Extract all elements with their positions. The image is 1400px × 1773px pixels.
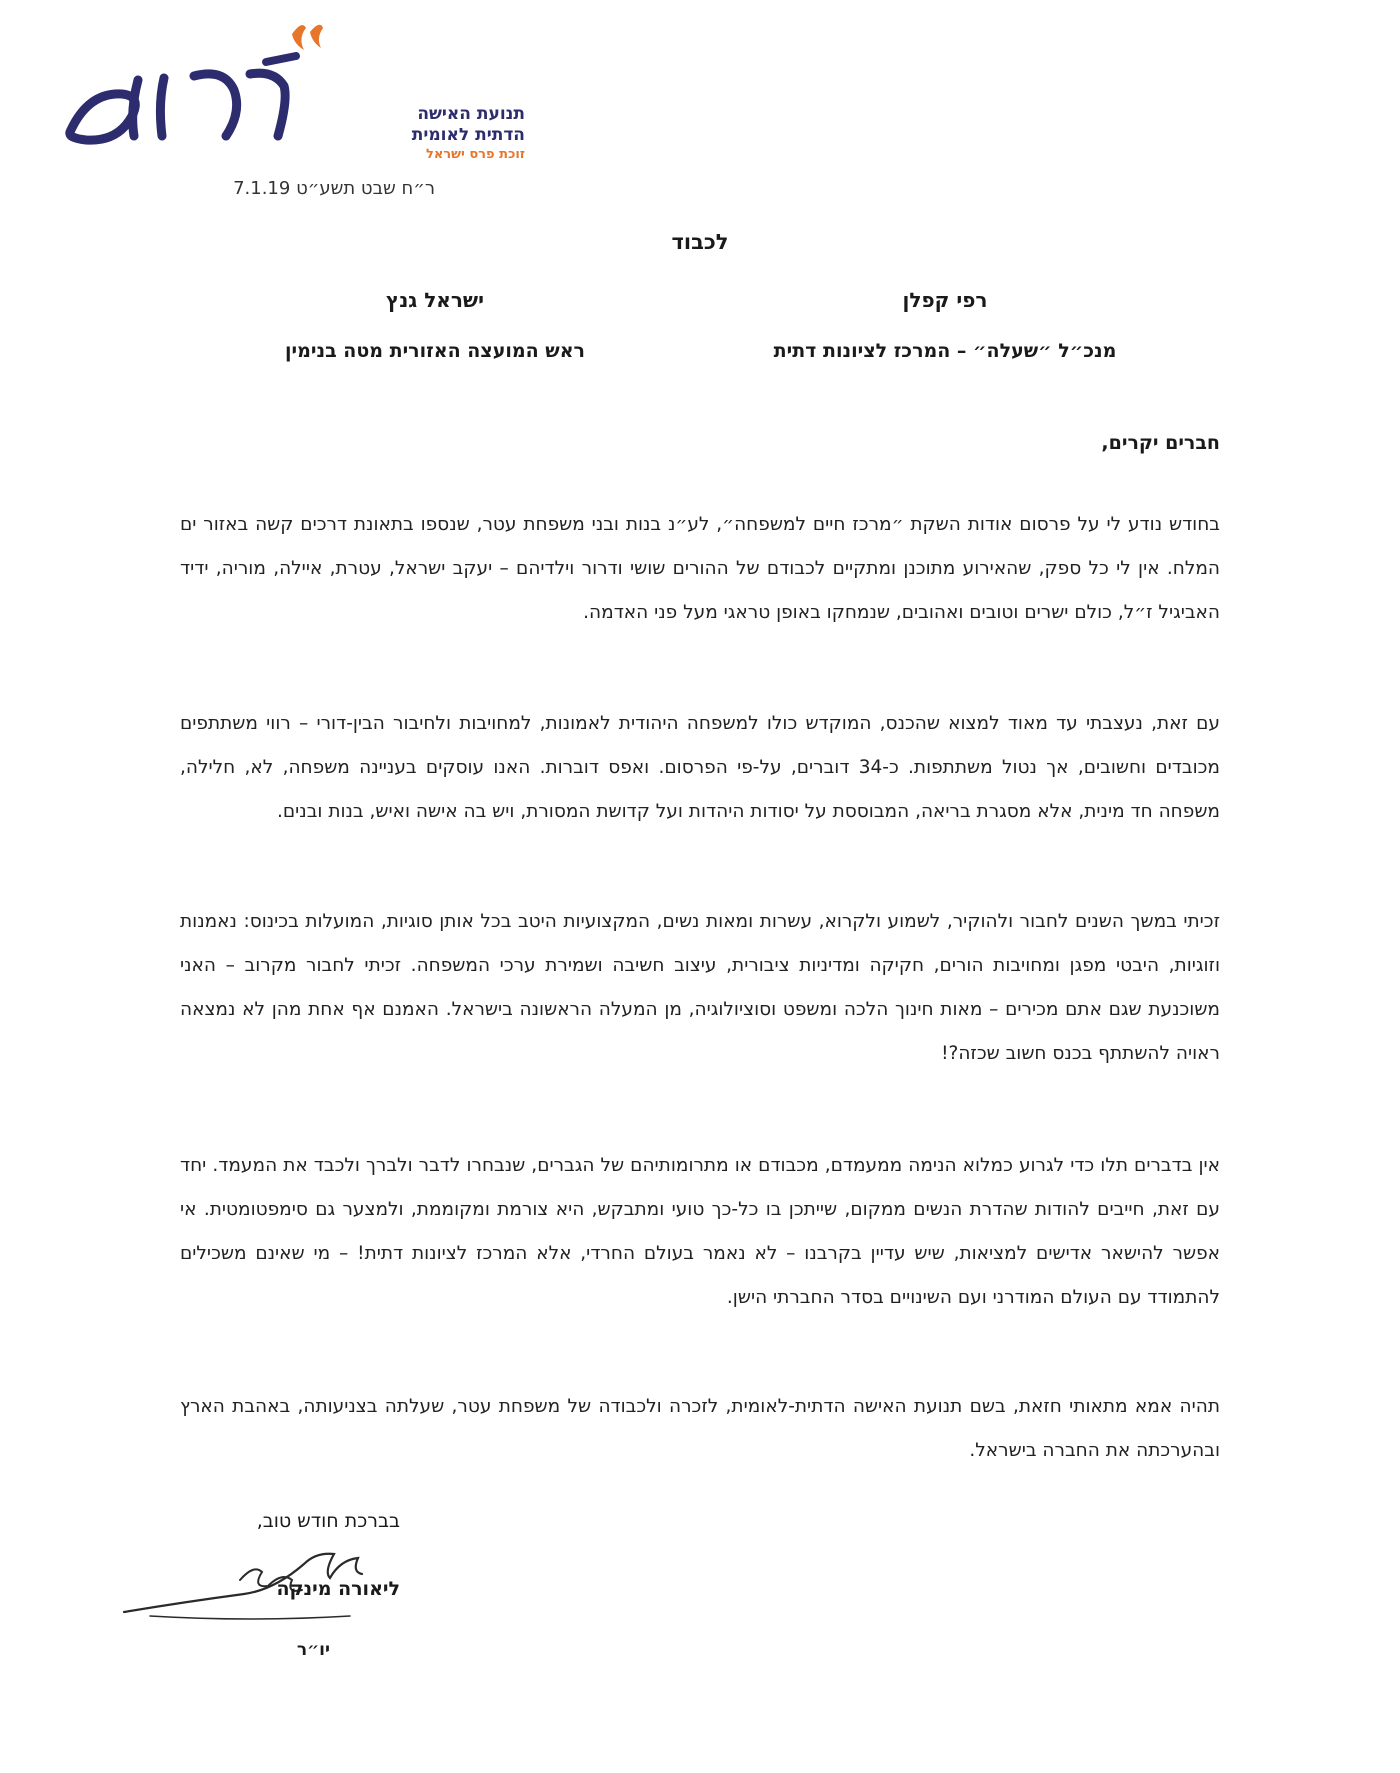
recipient-1 [720,288,1170,362]
closing-block [120,1500,400,1670]
recipient-1-role: מנכ״ל ״שעלה״ – המרכז לציונות דתית [773,340,1117,362]
emunah-logo [60,22,525,172]
logo-tagline-line2: הדתית לאומית [411,125,525,146]
greeting: חברים יקרים, [1101,432,1220,454]
paragraph-4: אין בדברים תלו כדי לגרוע כמלוא הנימה ממעמדם, מכבודם או מתרומותיהם של הגברים, שנבחרו לדבר ולברך ולכבד את המעמד. יחד עם זאת, חייבים להודות שהדרת הנשים ממקום, שייתכן בו כל-כך טועי ומתבקש, היא צורמת ומקוממת, ולמצער גם סימפטומטית. אי אפשר להישאר אדישים למציאות, שיש עדיין בקרבנו – לא נאמר בעולם החרדי, אלא המרכז לציונות דתית! – מי שאינם משכילים להתמודד עם העולם המודרני ועם השינויים בסדר החברתי הישן. [180,1155,1220,1308]
paragraph-3: זכיתי במשך השנים לחבור ולהוקיר, לשמוע ולקרוא, עשרות ומאות נשים, המקצועיות היטב בכל אותן סוגיות, המועלות בכינוס: נאמנות וזוגיות, היבטי מפגן ומחויבות הורים, חקיקה ומדיניות ציבורית, עיצוב חשיבה ושמירת ערכי המשפחה. זכיתי לחבור מקרוב – האני משוכנעת שגם אתם מכירים – מאות חינוך הלכה ומשפט וסוציולוגיה, מן המעלה הראשונה בישראל. האמנם אף אחת מהן לא נמצאה ראויה להשתתף בכנס חשוב שכזה?! [180,911,1220,1064]
recipient-2-role: ראש המועצה האזורית מטה בנימין [285,340,585,362]
logo-tagline-line1: תנועת האישה [417,104,525,124]
salutation: לכבוד [671,230,729,254]
paragraph-2: עם זאת, נעצבתי עד מאוד למצוא שהכנס, המוקדש כולו למשפחה היהודית לאמונות, למחויבות ולחיבור הבין-דורי – רווי משתתפים מכובדים וחשובים, אך נטול משתתפות. כ-34 דוברים, על-פי הפרסום. ואפס דוברות. האנו עוסקים בעניינה משפחה, לא, חלילה, משפחה חד מינית, אלא מסגרת בריאה, המבוססת על יסודות היהדות ועל קדושת המסורת, ויש בה אישה ואיש, בנות ובנים. [180,713,1220,822]
logo-tagline-line3: זוכת פרס ישראל [425,146,525,162]
logo-tagline [355,104,525,163]
recipient-2 [220,288,650,362]
paragraph-1: בחודש נודע לי על פרסום אודות השקת ״מרכז חיים למשפחה״, לע״נ בנות ובני משפחת עטר, שנספו בתאונת דרכים קשה באזור ים המלח. אין לי כל ספק, שהאירוע מתוכנן ומתקיים לכבודם של ההורים שושי ודרור וילדיהם – יעקב ישראל, עטרת, איילה, מוריה, ידיד האביגיל ז״ל, כולם ישרים וטובים ואהובים, שנמחקו באופן טראגי מעל פני האדמה. [180,514,1220,623]
signer-name: ליאורה מינקה [276,1578,400,1600]
signer-title: יו״ר [296,1640,330,1660]
recipient-1-name: רפי קפלן [902,288,988,312]
handwritten-signature [120,1520,400,1630]
paragraph-5: תהיה אמא מתאותי חזאת, בשם תנועת האישה הדתית-לאומית, לזכרה ולכבודה של משפחת עטר, שעלתה בצניעותה, באהבת הארץ ובהערכתה את החברה בישראל. [180,1396,1220,1461]
recipient-2-name: ישראל גנץ [386,288,484,312]
letter-date: ר״ח שבט תשע״ט 7.1.19 [233,178,435,199]
closing-blessing: בברכת חודש טוב, [256,1510,400,1532]
